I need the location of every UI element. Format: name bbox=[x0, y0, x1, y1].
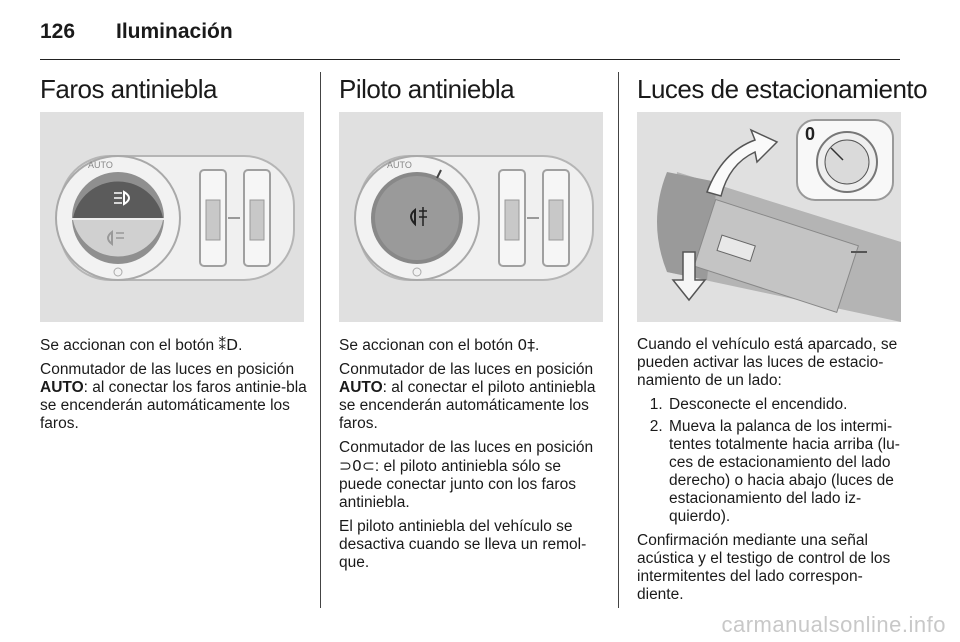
indicator-stalk-figure bbox=[637, 112, 901, 322]
page-number: 126 bbox=[40, 20, 76, 43]
paragraph: Cuando el vehículo está aparcado, se pueden activar las luces de estacio-namiento de un lado: bbox=[637, 336, 898, 389]
section-fog-lights bbox=[40, 74, 308, 439]
column-divider bbox=[618, 72, 619, 608]
text-run: . bbox=[238, 337, 243, 354]
chapter-title: Iluminación bbox=[116, 20, 233, 43]
text-run: Se accionan con el botón bbox=[40, 337, 219, 354]
light-switch-figure-rear-fog bbox=[339, 112, 603, 322]
text-run: : el piloto antiniebla sólo se puede conectar junto con los faros antiniebla. bbox=[339, 458, 576, 511]
light-switch-figure-front-fog bbox=[40, 112, 304, 322]
paragraph bbox=[339, 439, 607, 512]
auto-term: AUTO bbox=[40, 379, 84, 396]
section-body bbox=[339, 336, 607, 572]
column-divider bbox=[320, 72, 321, 608]
section-rear-fog-light bbox=[339, 74, 607, 578]
paragraph: El piloto antiniebla del vehículo se desactiva cuando se lleva un remol-que. bbox=[339, 518, 587, 571]
auto-label: AUTO bbox=[387, 160, 412, 170]
section-body bbox=[40, 336, 308, 433]
paragraph bbox=[40, 361, 308, 433]
text-run: : al conectar los faros antinie-bla se encenderán automáticamente los faros. bbox=[40, 379, 307, 432]
rear-fog-symbol: 0‡ bbox=[517, 336, 536, 354]
list-item: 1. Desconecte el encendido. bbox=[667, 396, 905, 414]
section-title: Luces de estacionamiento bbox=[637, 74, 928, 104]
header-rule bbox=[40, 59, 900, 60]
section-title: Faros antiniebla bbox=[40, 74, 217, 104]
text-run: Conmutador de las luces en posición bbox=[40, 361, 295, 378]
list-item: 2. Mueva la palanca de los intermi-tentes totalmente hacia arriba (lu-ces de estacionamiento del lado derecho) o hacia abajo (luces de estacionamiento del lado iz-quierdo). bbox=[667, 418, 905, 526]
watermark: carmanualsonline.info bbox=[721, 612, 946, 637]
side-light-symbol: ⊃0⊂ bbox=[339, 457, 375, 475]
text-run: : al conectar el piloto antiniebla se encenderán automáticamente los faros. bbox=[339, 379, 596, 432]
section-title: Piloto antiniebla bbox=[339, 74, 515, 104]
paragraph bbox=[40, 336, 308, 355]
ignition-off-label: 0 bbox=[805, 124, 816, 144]
text-run: . bbox=[535, 337, 540, 354]
text-run: Conmutador de las luces en posición bbox=[339, 439, 594, 456]
page-header bbox=[40, 18, 900, 58]
auto-term: AUTO bbox=[339, 379, 383, 396]
text-run: Conmutador de las luces en posición bbox=[339, 361, 594, 378]
paragraph: Confirmación mediante una señal acústica y el testigo de control de los intermitentes del lado correspon-diente. bbox=[637, 532, 891, 603]
paragraph bbox=[339, 361, 607, 433]
section-body bbox=[637, 336, 905, 604]
text-run: Se accionan con el botón bbox=[339, 337, 518, 354]
front-fog-symbol: ⁑D bbox=[218, 336, 239, 354]
section-parking-lights bbox=[637, 74, 928, 610]
paragraph bbox=[339, 336, 607, 355]
steps-list bbox=[637, 396, 905, 526]
auto-label: AUTO bbox=[88, 160, 113, 170]
